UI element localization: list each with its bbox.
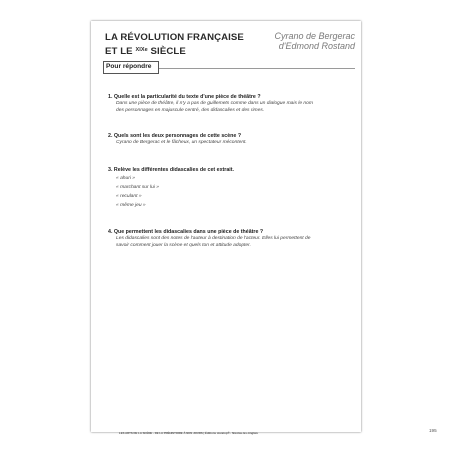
- section-label: Pour répondre: [106, 63, 152, 70]
- title-line-2-prefix: ET LE: [105, 46, 136, 57]
- question-title: 4. Que permettent les didascalies dans une pièce de théâtre ?: [108, 229, 264, 235]
- century-roman: XIX: [135, 47, 145, 53]
- question-title: 1. Quelle est la particularité du texte d'une pièce de théâtre ?: [108, 94, 261, 100]
- century-superscript: [135, 47, 147, 53]
- question-answer: [108, 174, 347, 210]
- answer-line: Dans une pièce de théâtre, il n'y a pas de guillemets comme dans un dialogue mais le nom: [116, 101, 313, 106]
- page-title: [105, 32, 244, 58]
- question-answer: [108, 101, 347, 114]
- answer-line: « même jeu »: [116, 203, 146, 208]
- page-number: 195: [429, 428, 437, 433]
- work-title: Cyrano de Bergerac: [274, 31, 355, 41]
- question-2: [108, 133, 347, 147]
- answer-line: « marchant sur lui »: [116, 185, 159, 190]
- question-4: [108, 229, 347, 249]
- century-suffix: e: [144, 47, 148, 53]
- question-answer: [108, 140, 347, 147]
- question-1: [108, 94, 347, 114]
- question-title: 3. Relève les différentes didascalies de cet extrait.: [108, 167, 235, 173]
- work-author: d'Edmond Rostand: [278, 41, 355, 51]
- document-page: [91, 21, 437, 435]
- answer-line: savoir comment jouer la scène et quels ton et attitude adopter.: [116, 242, 251, 248]
- answer-line: « ahuri »: [116, 176, 136, 181]
- work-reference: [274, 31, 355, 51]
- question-3: [108, 167, 347, 210]
- answer-line: Cyrano de Bergerac et le fâcheux, un spectateur mécontent.: [116, 140, 247, 145]
- page-footer: LES ARTS DE LA SCÈNE · DE LA PRÉHISTOIRE À NOS JOURS | Éditions Jocatop® · Nicolas-les-Anglais: [119, 431, 258, 435]
- question-title: 2. Quels sont les deux personnages de cette scène ?: [108, 133, 242, 139]
- question-answer: [108, 236, 347, 249]
- title-line-2: [105, 44, 244, 58]
- title-line-1: LA RÉVOLUTION FRANÇAISE: [105, 32, 244, 43]
- answer-line: Les didascalies sont des notes de l'auteur à destination de l'acteur. Elles lui permettent de: [116, 236, 311, 241]
- answer-line: « reculant »: [116, 194, 142, 199]
- title-line-2-suffix: SIÈCLE: [147, 46, 186, 57]
- answer-line: des personnages en majuscule centré, des didascalies et des rimes.: [116, 107, 265, 113]
